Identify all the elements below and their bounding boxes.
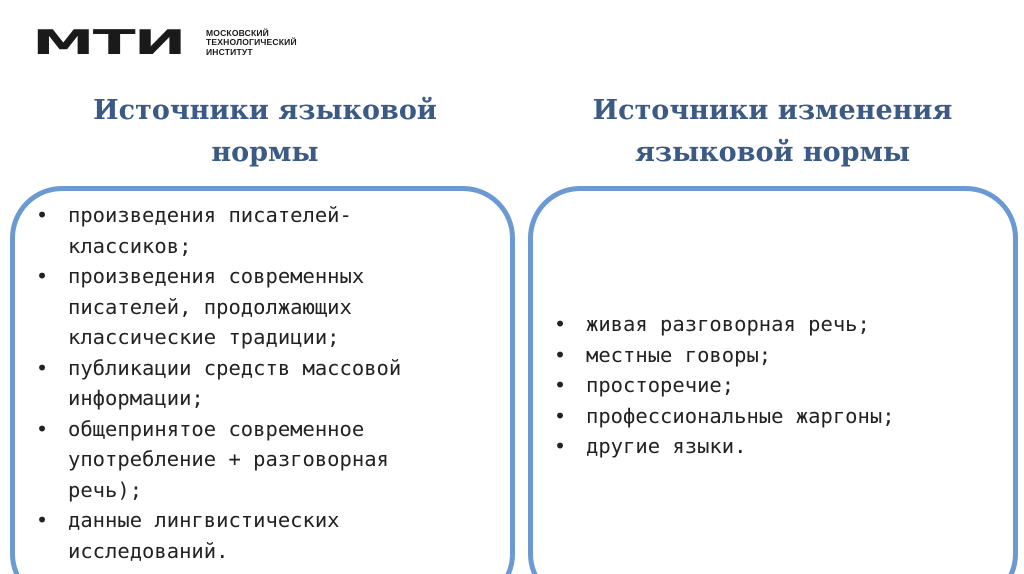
logo-line: ТЕХНОЛОГИЧЕСКИЙ xyxy=(206,37,297,48)
institute-logo xyxy=(32,23,297,63)
list-item: • публикации средств массовой информации; xyxy=(34,353,474,414)
list-item: • данные лингвистических исследований. xyxy=(34,505,474,566)
list-item: • другие языки. xyxy=(552,431,1002,462)
right-column-title xyxy=(545,90,1000,174)
list-item: • просторечие; xyxy=(552,370,1002,401)
right-title-line: Источники изменения xyxy=(592,95,953,126)
list-item: • живая разговорная речь; xyxy=(552,309,1002,340)
list-item: • общепринятое современное употребление + разговорная речь); xyxy=(34,414,474,506)
left-title-line: нормы xyxy=(211,137,319,168)
list-item: • профессиональные жаргоны; xyxy=(552,401,1002,432)
left-sources-list xyxy=(34,200,474,566)
left-title-line: Источники языковой xyxy=(93,95,437,126)
logo-line: ИНСТИТУТ xyxy=(206,46,253,57)
left-column-title xyxy=(40,90,490,174)
logo-line: МОСКОВСКИЙ xyxy=(206,27,269,38)
right-sources-list xyxy=(552,309,1002,462)
list-item: • произведения современных писателей, продолжающих классические традиции; xyxy=(34,261,474,353)
logo-mark: МТИ xyxy=(32,23,185,63)
list-item: • произведения писателей-классиков; xyxy=(34,200,474,261)
right-title-line: языковой нормы xyxy=(634,137,911,168)
list-item: • местные говоры; xyxy=(552,340,1002,371)
